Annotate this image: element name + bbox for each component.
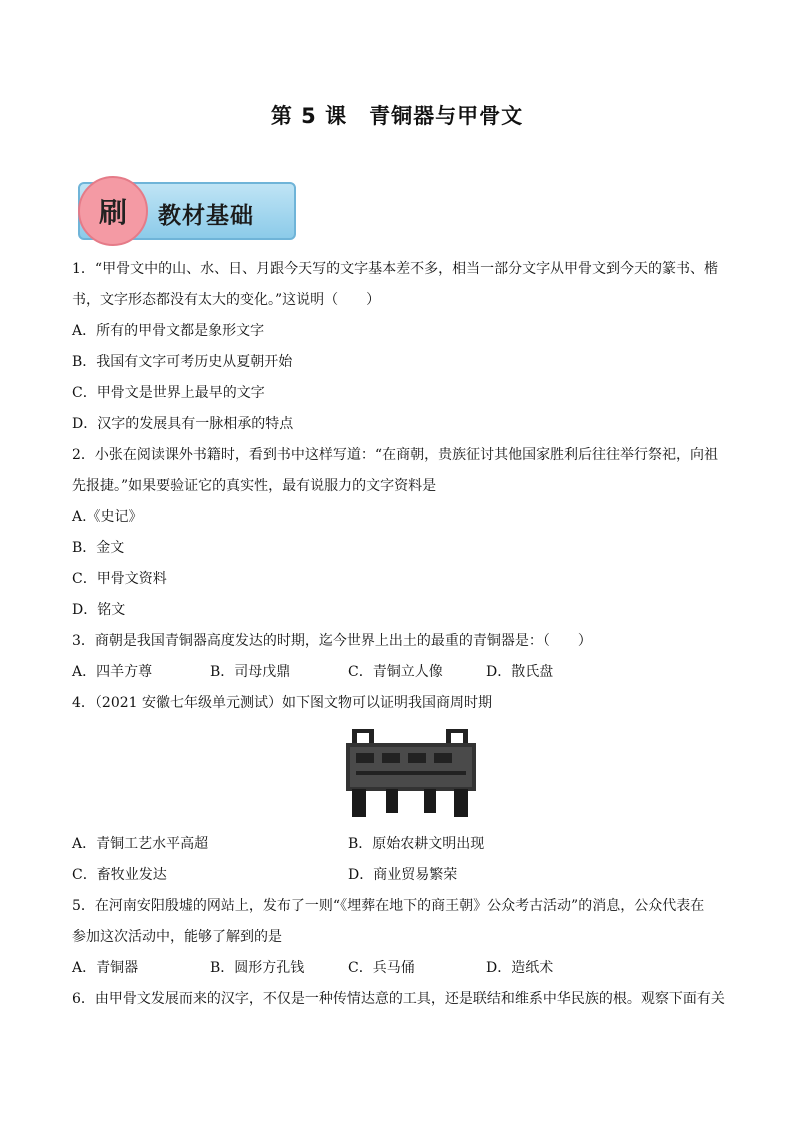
q4-option-a[interactable]: A．青铜工艺水平高超 [72, 836, 209, 852]
q5-stem-line1: 5．在河南安阳殷墟的网站上，发布了一则“《埋葬在地下的商王朝》公众考古活动”的消息，公众代表在 [72, 898, 705, 914]
q3-option-d[interactable]: D．散氏盘 [486, 664, 554, 680]
q5-option-d[interactable]: D．造纸术 [486, 960, 554, 976]
q3-option-c[interactable]: C．青铜立人像 [348, 664, 443, 680]
q2-option-a[interactable]: A.《史记》 [72, 509, 143, 525]
banner-badge: 刷 [78, 176, 148, 246]
q5-stem-line2: 参加这次活动中，能够了解到的是 [72, 929, 282, 945]
q3-stem: 3．商朝是我国青铜器高度发达的时期，迄今世界上出土的最重的青铜器是：（ ） [72, 633, 592, 649]
q3-option-a[interactable]: A．四羊方尊 [72, 664, 153, 680]
q4-option-c[interactable]: C．畜牧业发达 [72, 867, 167, 883]
q2-stem-line1: 2．小张在阅读课外书籍时，看到书中这样写道：“在商朝，贵族征讨其他国家胜利后往往举行祭祀，向祖 [72, 447, 719, 463]
q4-stem: 4．（2021 安徽七年级单元测试）如下图文物可以证明我国商周时期 [72, 695, 492, 711]
q6-stem: 6．由甲骨文发展而来的汉字，不仅是一种传情达意的工具，还是联结和维系中华民族的根。观察下面有关 [72, 991, 725, 1007]
section-banner [78, 176, 298, 246]
q4-options-row2 [72, 860, 726, 891]
q1-option-d[interactable]: D．汉字的发展具有一脉相承的特点 [72, 416, 294, 432]
q5-option-c[interactable]: C．兵马俑 [348, 960, 415, 976]
q3-option-b[interactable]: B．司母戊鼎 [210, 664, 291, 680]
question-list [72, 254, 726, 1015]
banner-label: 教材基础 [158, 203, 254, 229]
q1-stem-line2: 书，文字形态都没有太大的变化。”这说明（ ） [72, 292, 381, 308]
q2-option-d[interactable]: D．铭文 [72, 602, 126, 618]
q1-option-b[interactable]: B．我国有文字可考历史从夏朝开始 [72, 354, 293, 370]
q1-stem-line1: 1．“甲骨文中的山、水、日、月跟今天写的文字基本差不多，相当一部分文字从甲骨文到今天的篆书、楷 [72, 261, 719, 277]
q2-option-b[interactable]: B．金文 [72, 540, 125, 556]
q4-option-d[interactable]: D．商业贸易繁荣 [348, 867, 458, 883]
q5-option-b[interactable]: B．圆形方孔钱 [210, 960, 305, 976]
bronze-ding-image [342, 727, 482, 823]
q1-option-c[interactable]: C．甲骨文是世界上最早的文字 [72, 385, 265, 401]
q3-options [72, 657, 726, 688]
q1-option-a[interactable]: A．所有的甲骨文都是象形文字 [72, 323, 265, 339]
q2-stem-line2: 先报捷。”如果要验证它的真实性，最有说服力的文字资料是 [72, 478, 437, 494]
q5-options [72, 953, 726, 984]
q4-option-b[interactable]: B．原始农耕文明出现 [348, 836, 485, 852]
q2-option-c[interactable]: C．甲骨文资料 [72, 571, 167, 587]
q5-option-a[interactable]: A．青铜器 [72, 960, 139, 976]
page-title: 第 5 课 青铜器与甲骨文 [270, 104, 524, 128]
q4-options-row1 [72, 829, 726, 860]
